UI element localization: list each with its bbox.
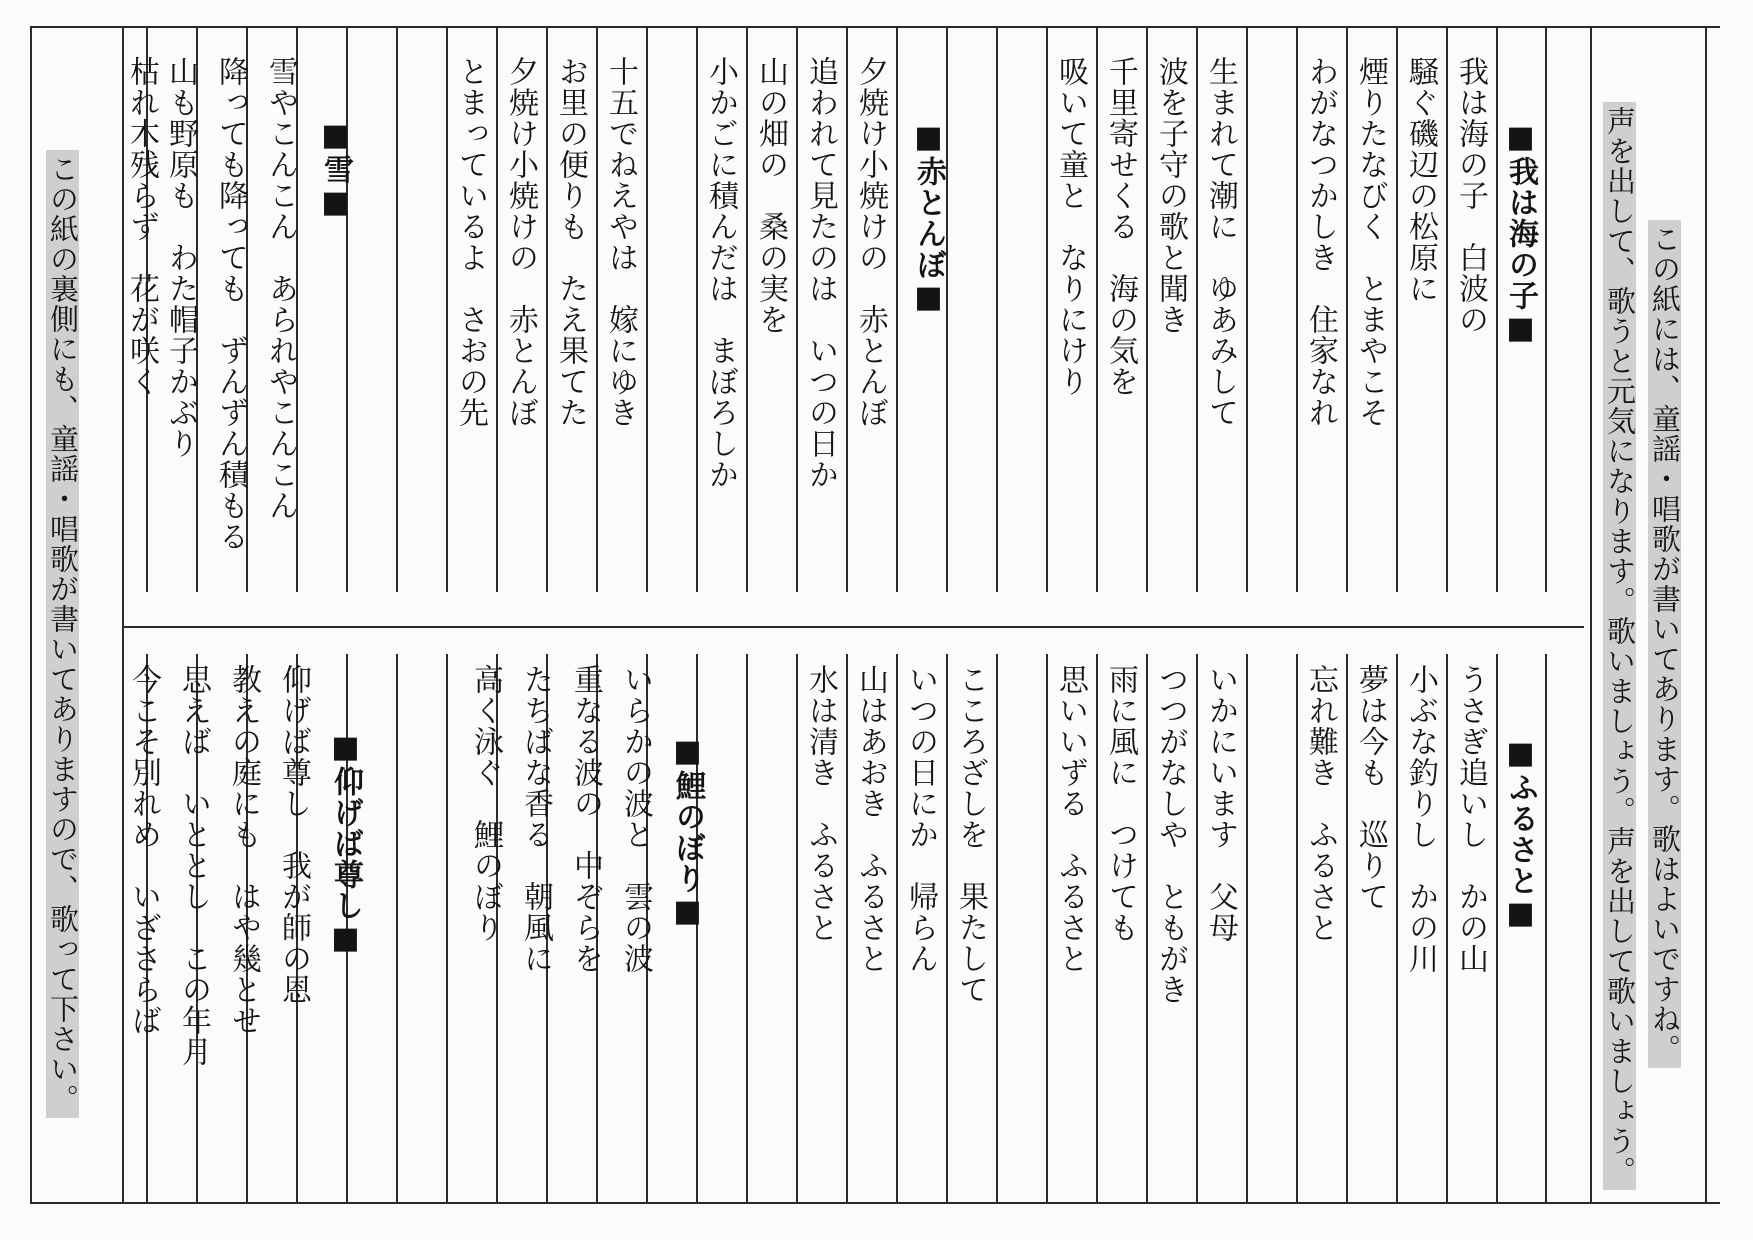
middle-divider: [122, 626, 1584, 628]
lyric-line: うさぎ追いし かの山: [1453, 664, 1488, 974]
lyric-line: つつがなしや ともがき: [1153, 664, 1188, 1005]
lyric-line: 教えの庭にも はや幾とせ: [226, 664, 261, 1036]
song-title: ■仰げば尊し■: [328, 730, 363, 957]
lyric-line: 千里寄せくる 海の気を: [1103, 56, 1138, 397]
lyric-line: 煙りたなびく とまやこそ: [1353, 56, 1388, 428]
lyric-line: 忘れ難き ふるさと: [1303, 664, 1338, 943]
lyric-line: 生まれて潮に ゆあみして: [1203, 56, 1238, 428]
lyric-line: 騒ぐ磯辺の松原に: [1403, 56, 1438, 304]
back-side-note: この紙の裏側にも、童謡・唱歌が書いてありますので、歌って下さい。: [46, 150, 79, 1118]
song-title: ■雪■: [318, 118, 353, 221]
lyric-line: 雨に風に つけても: [1103, 664, 1138, 943]
intro-note-1: この紙には、童謡・唱歌が書いてあります。歌はよいですね。: [1648, 220, 1681, 1068]
lyric-line: 思いいずる ふるさと: [1053, 664, 1088, 974]
top-border: [30, 26, 1720, 28]
lyric-line: 十五でねえやは 嫁にゆき: [603, 56, 638, 428]
lyric-line: 我は海の子 白波の: [1453, 56, 1488, 335]
lyric-line: いかにいます 父母: [1203, 664, 1238, 943]
song-title: ■ふるさと■: [1503, 736, 1538, 932]
lyric-line: 重なる波の 中ぞらを: [568, 664, 603, 974]
lyric-line: とまっているよ さおの先: [453, 56, 488, 428]
lyric-line: 山の畑の 桑の実を: [753, 56, 788, 335]
lyric-line: 夢は今も 巡りて: [1353, 664, 1388, 912]
lyric-line: わがなつかしき 住家なれ: [1303, 56, 1338, 428]
lyric-line: 仰げば尊し 我が師の恩: [276, 664, 311, 1005]
lyric-line: 波を子守の歌と聞き: [1153, 56, 1188, 335]
lyric-line: 小ぶな釣りし かの川: [1403, 664, 1438, 974]
song-title: ■我は海の子■: [1503, 120, 1538, 347]
lyric-line: こころざしを 果たして: [953, 664, 988, 1005]
lyric-line: たちばな香る 朝風に: [518, 664, 553, 974]
bottom-border: [30, 1202, 1720, 1204]
lyric-line: 山はあおき ふるさと: [853, 664, 888, 974]
lyric-line: 山も野原も わた帽子かぶり: [163, 56, 198, 459]
lyric-line: 雪やこんこん あられやこんこん: [263, 56, 298, 521]
lyric-line: 夕焼け小焼けの 赤とんぼ: [853, 56, 888, 428]
song-title: ■鯉のぼり■: [670, 734, 705, 930]
lyric-line: 今こそ別れめ いざさらば: [126, 664, 161, 1036]
lyric-line: いらかの波と 雲の波: [618, 664, 653, 974]
lyric-line: 夕焼け小焼けの 赤とんぼ: [503, 56, 538, 428]
lyric-line: 降っても降っても ずんずん積もる: [213, 56, 248, 552]
lyric-line: 枯れ木残らず 花が咲く: [124, 56, 159, 397]
lyric-line: お里の便りも たえ果てた: [553, 56, 588, 428]
lyric-line: 小かごに積んだは まぼろしか: [703, 56, 738, 490]
intro-note-2: 声を出して、歌うと元気になります。歌いましょう。声を出して歌いましょう。: [1603, 102, 1636, 1190]
lyric-line: 水は清き ふるさと: [803, 664, 838, 943]
lyric-line: 吸いて童と なりにけり: [1053, 56, 1088, 397]
song-title: ■赤とんぼ■: [911, 120, 946, 316]
lyric-line: 思えば いととし この年月: [176, 664, 211, 1067]
lyric-line: 追われて見たのは いつの日か: [803, 56, 838, 490]
lyric-line: 高く泳ぐ 鯉のぼり: [468, 664, 503, 943]
lyric-line: いつの日にか 帰らん: [903, 664, 938, 974]
